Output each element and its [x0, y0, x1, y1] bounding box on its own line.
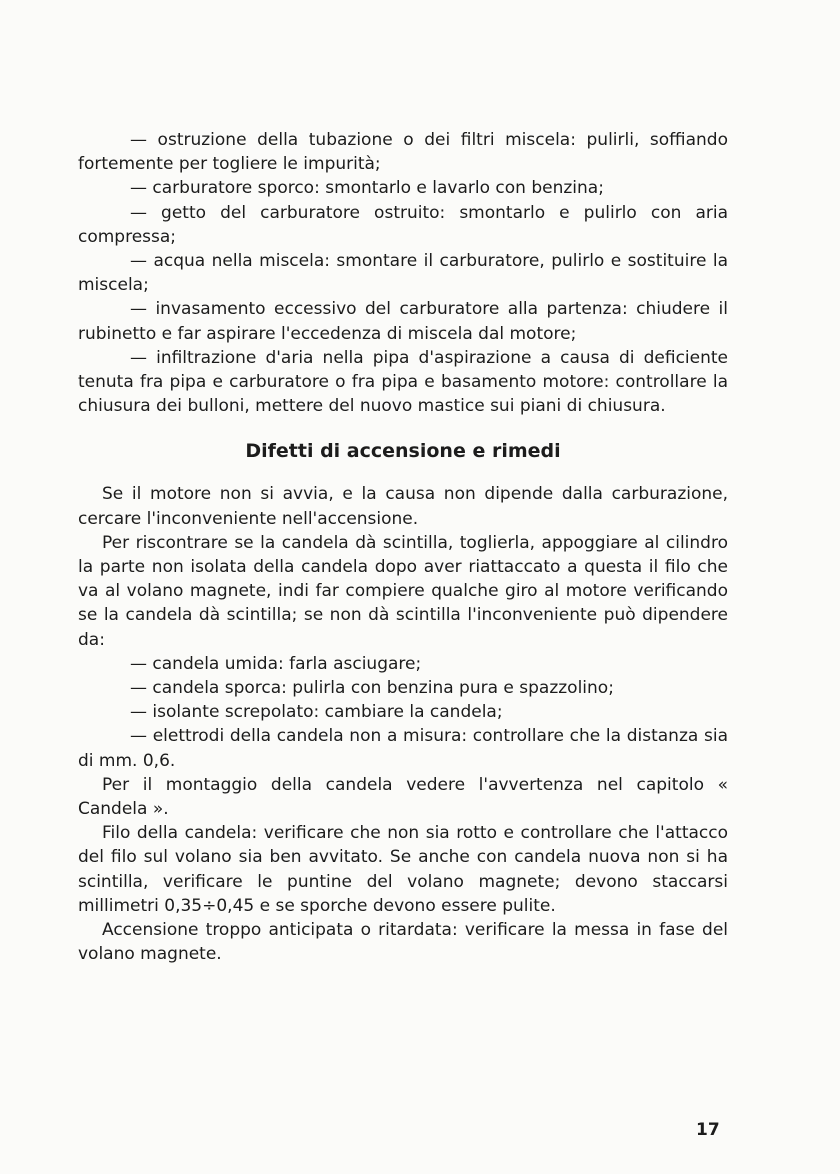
fuel-defects-list — [78, 128, 728, 418]
paragraph: Se il motore non si avvia, e la causa non dipende dalla carburazione, cercare l'inconveniente nell'accensione. — [78, 484, 728, 529]
paragraph: — ostruzione della tubazione o dei filtri miscela: pulirli, soffiando fortemente per togliere le impurità; — [78, 130, 728, 175]
paragraph: Filo della candela: verificare che non sia rotto e controllare che l'attacco del filo sul volano sia ben avvitato. Se anche con candela nuova non si ha scintilla, verificare le puntine del volano magnete; devono staccarsi millimetri 0,35÷0,45 e se sporche devono essere pulite. — [78, 823, 728, 916]
section-heading: Difetti di accensione e rimedi — [245, 440, 561, 463]
paragraph: Per riscontrare se la candela dà scintilla, toglierla, appoggiare al cilindro la parte non isolata della candela dopo aver riattaccato a questa il filo che va al volano magnete, indi far compiere qualche giro al motore verificando se la candela dà scintilla; se non dà scintilla l'inconveniente può dipendere da: — [78, 532, 728, 650]
paragraph: Per il montaggio della candela vedere l'avvertenza nel capitolo « Candela ». — [78, 774, 728, 820]
paragraph: — isolante screpolato: cambiare la candela; — [130, 702, 503, 723]
page-number: 17 — [696, 1120, 720, 1140]
paragraph: — getto del carburatore ostruito: smontarlo e pulirlo con aria compressa; — [78, 202, 728, 247]
paragraph: — invasamento eccessivo del carburatore alla partenza: chiudere il rubinetto e far aspirare l'eccedenza di miscela dal motore; — [78, 299, 728, 344]
paragraph: — carburatore sporco: smontarlo e lavarlo con benzina; — [130, 178, 604, 199]
paragraph: — acqua nella miscela: smontare il carburatore, pulirlo e sostituire la miscela; — [78, 251, 728, 296]
paragraph: — elettrodi della candela non a misura: controllare che la distanza sia di mm. 0,6. — [78, 726, 728, 771]
paragraph: — candela sporca: pulirla con benzina pura e spazzolino; — [130, 678, 614, 699]
ignition-defects-section — [78, 482, 728, 966]
paragraph: — infiltrazione d'aria nella pipa d'aspirazione a causa di deficiente tenuta fra pipa e carburatore o fra pipa e basamento motore: controllare la chiusura dei bulloni, mettere del nuovo mastice sui piani di chiusura. — [78, 347, 728, 417]
paragraph: — candela umida: farla asciugare; — [130, 653, 422, 674]
page-body — [78, 128, 728, 967]
paragraph: Accensione troppo anticipata o ritardata: verificare la messa in fase del volano magnete. — [78, 920, 728, 965]
